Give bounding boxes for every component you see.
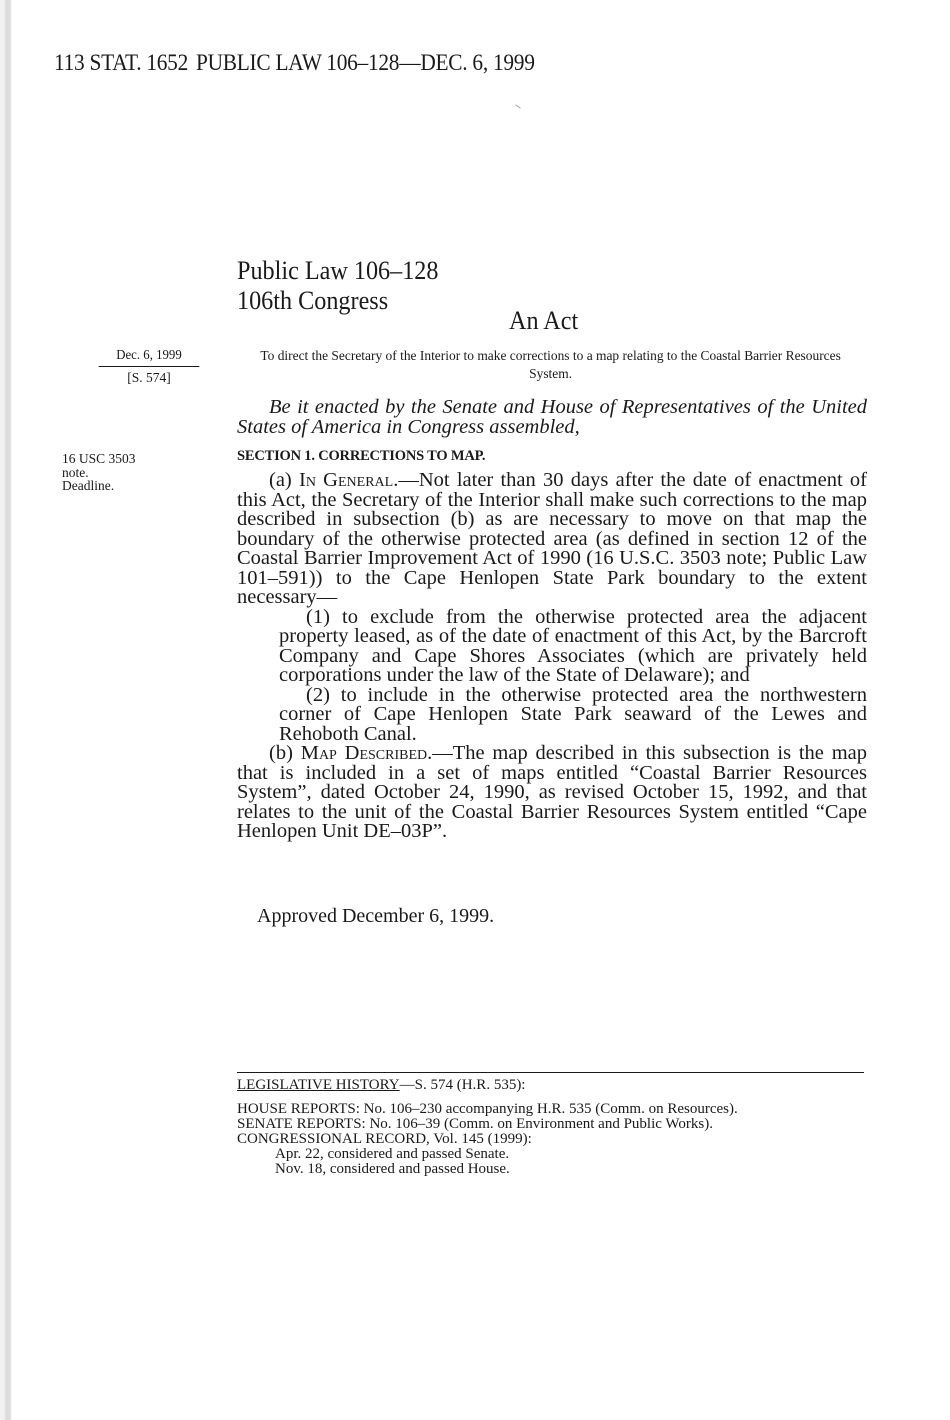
paragraph-1: (1) to exclude from the otherwise protected area the adjacent property leased, as of the date of enactment of this Act, by the Barcroft Company and Cape Shores Associates (which are privately held corporations under the law of the State of Delaware); and [279, 605, 867, 686]
house-reports: HOUSE REPORTS: No. 106–230 accompanying H.R. 535 (Comm. on Resources). [237, 1101, 738, 1117]
scan-speck [515, 104, 520, 108]
margin-note: 16 USC 3503 [62, 451, 136, 466]
title-block [237, 256, 438, 316]
history-title [237, 1078, 738, 1093]
margin-note: note. [62, 464, 89, 480]
history-title-suffix: —S. 574 (H.R. 535): [399, 1077, 526, 1093]
purpose-statement: To direct the Secretary of the Interior to make corrections to a map relating to the Coastal Barrier Resources System. [260, 349, 841, 382]
bill-number: [S. 574] [127, 370, 171, 385]
approval-line: Approved December 6, 1999. [257, 905, 495, 927]
section-body [237, 471, 867, 842]
running-head: PUBLIC LAW 106–128—DEC. 6, 1999 [196, 50, 535, 75]
statute-page-number: 113 STAT. 1652 [54, 50, 189, 75]
subsection-a [237, 471, 867, 608]
subsection-b [237, 744, 867, 842]
law-number: Public Law 106–128 [237, 256, 439, 285]
subsection-b-label: (b) [269, 742, 301, 764]
history-action: Apr. 22, considered and passed Senate. [275, 1146, 510, 1162]
section-heading: SECTION 1. CORRECTIONS TO MAP. [237, 448, 486, 464]
subsection-a-caption: In General. [299, 469, 399, 491]
history-title-label: LEGISLATIVE HISTORY [237, 1077, 400, 1093]
congressional-record: CONGRESSIONAL RECORD, Vol. 145 (1999): [237, 1131, 532, 1147]
subsection-a-label: (a) [269, 469, 299, 491]
paragraph-2: (2) to include in the otherwise protected area the northwestern corner of Cape Henlopen State Park seaward of the Lewes and Rehoboth Canal. [279, 683, 867, 745]
margin-note: Deadline. [62, 478, 115, 493]
enactment-date: Dec. 6, 1999 [99, 347, 200, 367]
margin-date-block [96, 347, 202, 386]
senate-reports: SENATE REPORTS: No. 106–39 (Comm. on Environment and Public Works). [237, 1116, 713, 1132]
subsection-a-text: —Not later than 30 days after the date of enactment of this Act, the Secretary of the Interior shall make such corrections to the map described in subsection (b) as are necessary to move on that map the boundary of the otherwise protected area (as defined in section 12 of the Coastal Barrier Improvement Act of 1990 (16 U.S.C. 3503 note; Public Law 101–591)) to the Cape Henlopen State Park boundary to the extent necessary— [237, 469, 867, 608]
congress: 106th Congress [237, 286, 389, 315]
legislative-history [237, 1078, 738, 1177]
history-action: Nov. 18, considered and passed House. [275, 1161, 510, 1177]
subsection-b-text: —The map described in this subsection is the map that is included in a set of maps entitled “Coastal Barrier Resources System”, dated October 24, 1990, as revised October 15, 1992, and that relates to the unit of the Coastal Barrier Resources System entitled “Cape Henlopen Unit DE–03P”. [237, 742, 867, 842]
enacting-text: Be it enacted by the Senate and House of Representatives of the United States of America in Congress assembled, [237, 396, 867, 438]
enacting-clause [237, 398, 867, 437]
margin-notes [62, 452, 136, 493]
scan-edge-shadow [0, 0, 12, 1420]
history-divider [237, 1072, 864, 1073]
subsection-b-caption: Map Described. [300, 742, 433, 764]
act-label: An Act [509, 306, 579, 335]
